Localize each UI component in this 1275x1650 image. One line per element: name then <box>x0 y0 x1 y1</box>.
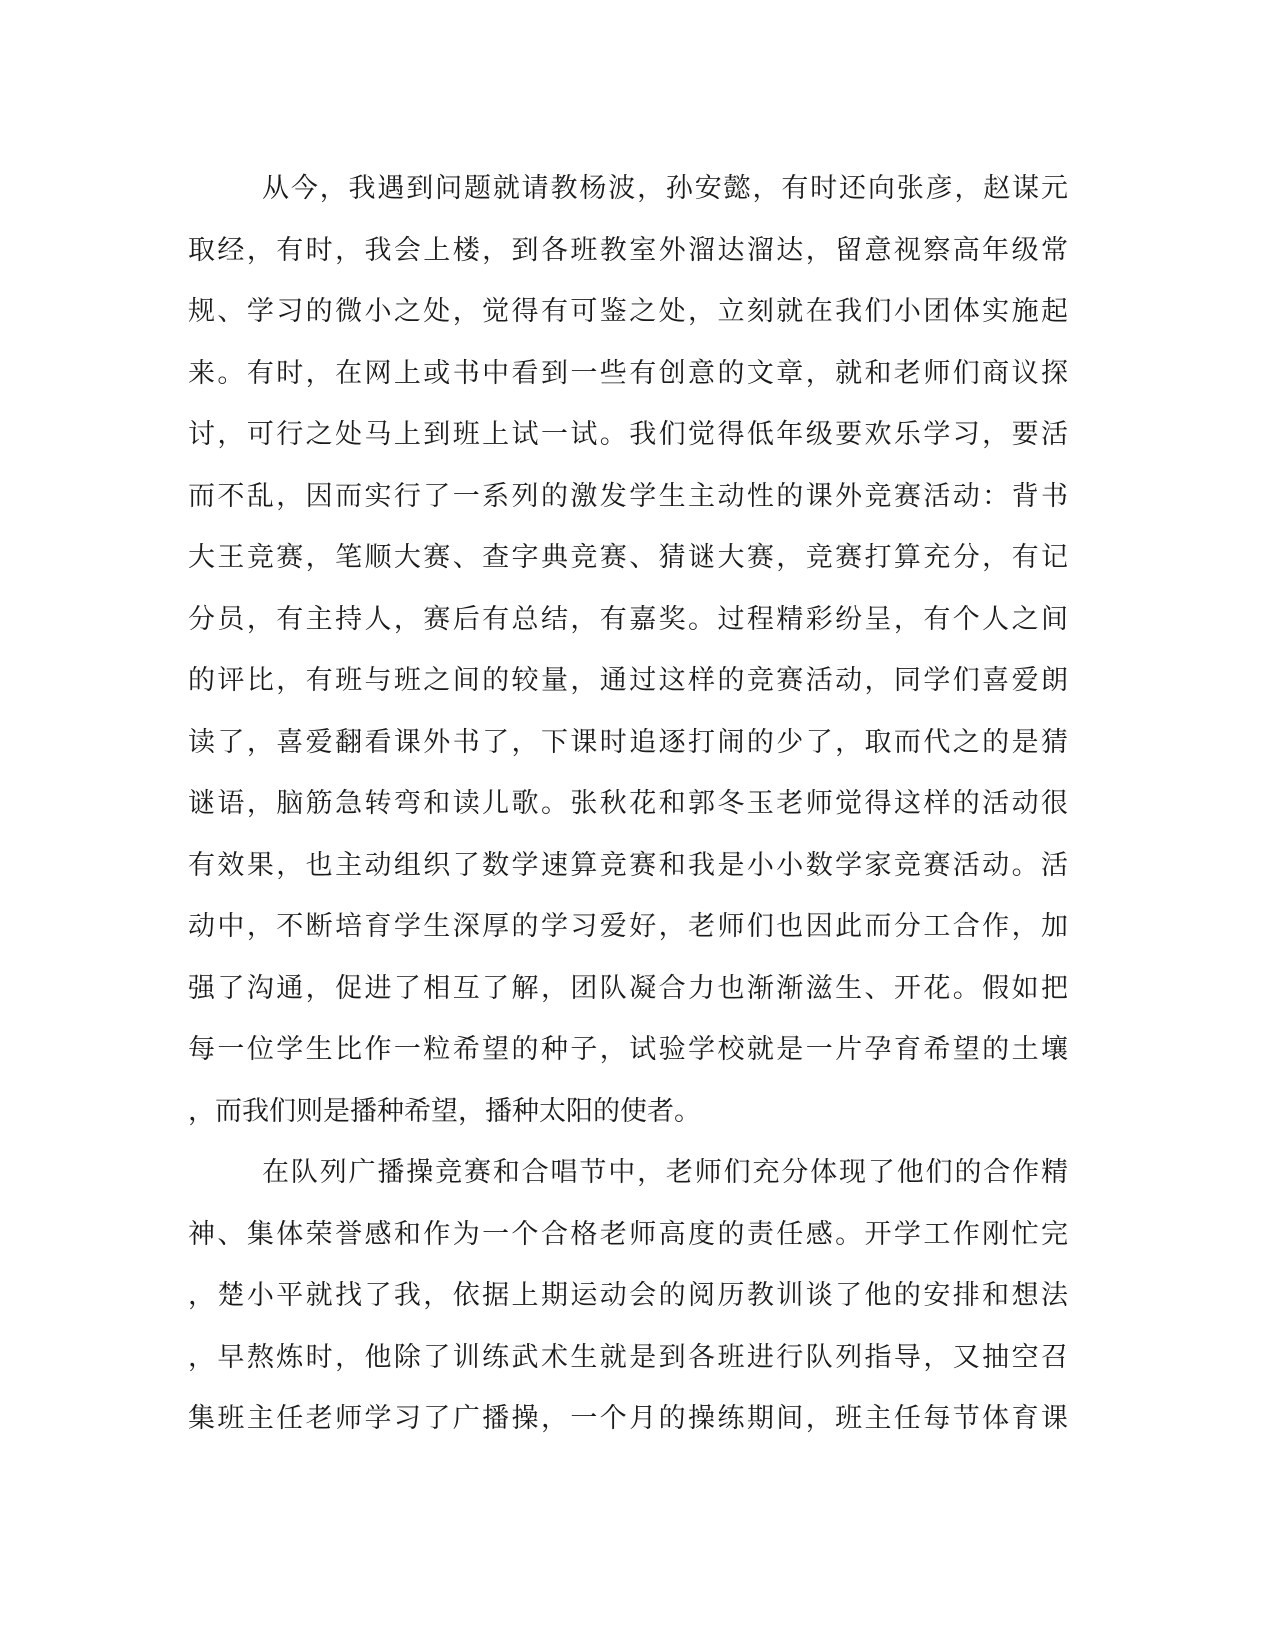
text-line: 强了沟通，促进了相互了解，团队凝合力也渐渐滋生、开花。假如把 <box>188 972 1068 1004</box>
text-line: 神、集体荣誉感和作为一个合格老师高度的责任感。开学工作刚忙完 <box>188 1218 1068 1250</box>
text-line: 从今，我遇到问题就请教杨波，孙安懿，有时还向张彦，赵谋元 <box>262 173 1068 204</box>
text-line: 有效果，也主动组织了数学速算竞赛和我是小小数学家竞赛活动。活 <box>188 849 1068 881</box>
paragraph-2 <box>188 1142 1068 1450</box>
text-line: 来。有时，在网上或书中看到一些有创意的文章，就和老师们商议探 <box>188 357 1068 389</box>
text-line: 讨，可行之处马上到班上试一试。我们觉得低年级要欢乐学习，要活 <box>188 419 1068 450</box>
text-line: 的评比，有班与班之间的较量，通过这样的竞赛活动，同学们喜爱朗 <box>188 665 1068 696</box>
text-line: 动中，不断培育学生深厚的学习爱好，老师们也因此而分工合作，加 <box>188 911 1068 942</box>
text-line: ，早熬炼时，他除了训练武术生就是到各班进行队列指导，又抽空召 <box>188 1341 1068 1373</box>
document-body <box>188 158 1068 1450</box>
text-line: 集班主任老师学习了广播操，一个月的操练期间，班主任每节体育课 <box>188 1403 1068 1434</box>
text-line: 谜语，脑筋急转弯和读儿歌。张秋花和郭冬玉老师觉得这样的活动很 <box>188 788 1068 819</box>
paragraph-1 <box>188 158 1068 1142</box>
text-line: 在队列广播操竞赛和合唱节中，老师们充分体现了他们的合作精 <box>262 1157 1068 1188</box>
text-line: 规、学习的微小之处，觉得有可鉴之处，立刻就在我们小团体实施起 <box>188 296 1068 327</box>
text-line: ，楚小平就找了我，依据上期运动会的阅历教训谈了他的安排和想法 <box>188 1280 1068 1311</box>
text-line: ，而我们则是播种希望，播种太阳的使者。 <box>188 1095 701 1127</box>
text-line: 取经，有时，我会上楼，到各班教室外溜达溜达，留意视察高年级常 <box>188 234 1068 266</box>
text-line: 读了，喜爱翻看课外书了，下课时追逐打闹的少了，取而代之的是猜 <box>188 726 1068 758</box>
text-line: 分员，有主持人，赛后有总结，有嘉奖。过程精彩纷呈，有个人之间 <box>188 603 1068 635</box>
text-line: 而不乱，因而实行了一系列的激发学生主动性的课外竞赛活动：背书 <box>188 480 1068 512</box>
text-line: 大王竞赛，笔顺大赛、查字典竞赛、猜谜大赛，竞赛打算充分，有记 <box>188 542 1068 573</box>
text-line: 每一位学生比作一粒希望的种子，试验学校就是一片孕育希望的土壤 <box>188 1034 1068 1065</box>
